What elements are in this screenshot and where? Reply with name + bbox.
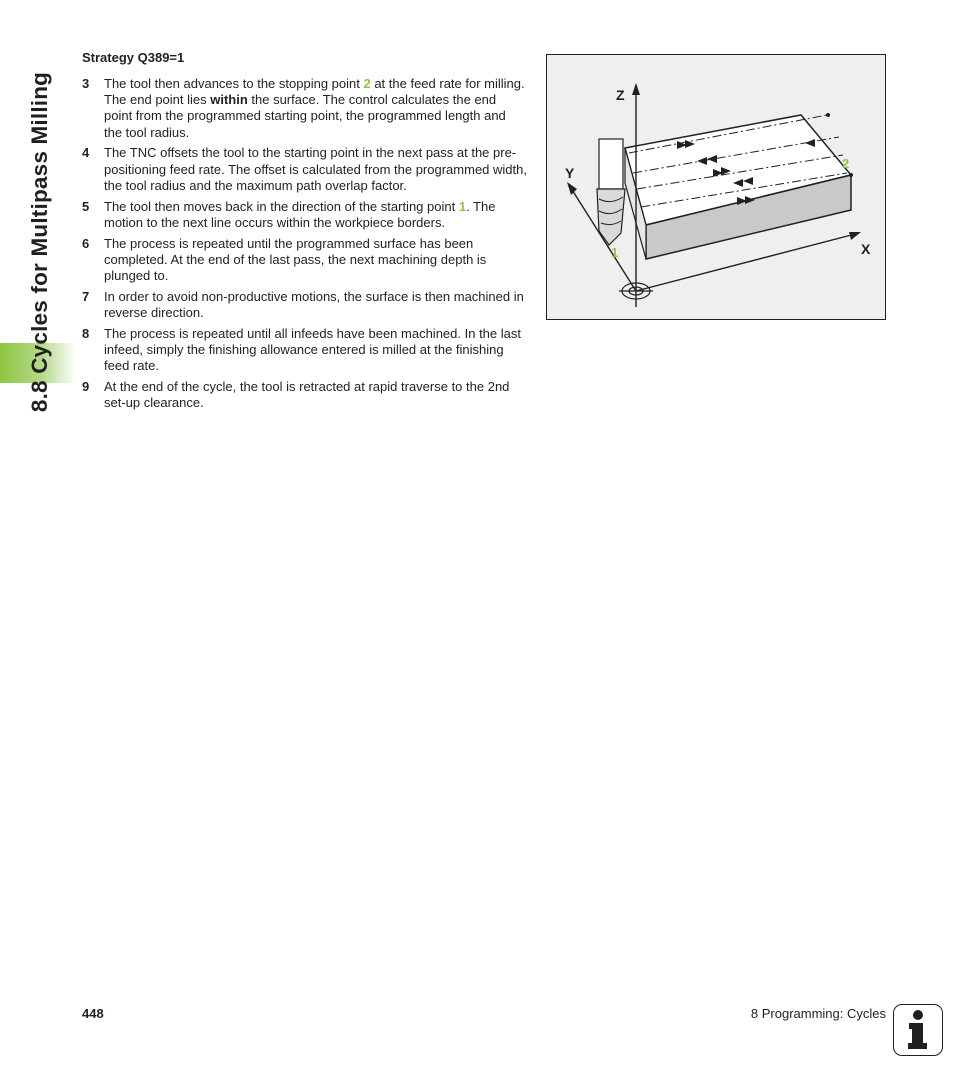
- step-number: 6: [82, 235, 90, 251]
- point-ref: 2: [363, 76, 371, 91]
- x-axis-label: X: [861, 241, 871, 257]
- step-text: The TNC offsets the tool to the starting point in the next pass at the pre-positioning feed rate. The offset is calculated from the programmed width, the tool radius and the maximum path overlap factor.: [104, 145, 527, 193]
- figure-drawing: [547, 55, 887, 321]
- step-4: [82, 145, 527, 194]
- step-number: 4: [82, 145, 90, 161]
- step-number: 5: [82, 198, 90, 214]
- step-text: The tool then moves back in the direction of the starting point: [104, 198, 459, 214]
- milling-cutter-icon: [597, 139, 625, 245]
- step-text: The process is repeated until all infeeds have been machined. In the last infeed, simply the finishing allowance entered is milled at the finishing feed rate.: [104, 325, 521, 374]
- step-6: [82, 236, 527, 285]
- step-number: 8: [82, 325, 90, 341]
- step-text: . The motion to the next line occurs within the workpiece borders.: [104, 198, 496, 230]
- steps-list: [82, 76, 527, 416]
- step-5: [82, 199, 527, 231]
- step-text: At the end of the cycle, the tool is retracted at rapid traverse to the 2nd set-up clearance.: [104, 379, 510, 411]
- step-7: [82, 289, 527, 321]
- running-footer: 8 Programming: Cycles: [750, 1006, 886, 1021]
- chapter-title: 8.8 Cycles for Multipass Milling: [27, 71, 52, 413]
- step-number: 9: [82, 379, 90, 395]
- step-text: The tool then advances to the stopping point: [104, 76, 364, 91]
- info-glyph: [894, 1005, 941, 1054]
- section-heading: Strategy Q389=1: [82, 50, 185, 65]
- step-text: The process is repeated until the programmed surface has been completed. At the end of the last pass, the next machining depth is plunged to.: [104, 235, 487, 284]
- z-axis-arrow: [632, 83, 640, 95]
- x-axis-arrow: [849, 232, 861, 240]
- y-axis-label: Y: [565, 165, 575, 181]
- step-9: [82, 379, 527, 411]
- step-text: the surface. The control calculates the end point from the programmed starting point, the programmed length and the tool radius.: [104, 92, 506, 140]
- step-number: 7: [82, 288, 90, 304]
- z-axis-label: Z: [616, 87, 625, 103]
- step-text: In order to avoid non-productive motions, the surface is then machined in reverse direction.: [104, 288, 524, 321]
- step-number: 3: [82, 76, 90, 91]
- page-number: 448: [82, 1006, 104, 1021]
- milling-strategy-figure: [546, 54, 886, 320]
- y-axis-arrow: [567, 182, 577, 195]
- step-8: [82, 326, 527, 375]
- end-point-dot: [826, 113, 830, 117]
- corner-dot: [849, 173, 853, 177]
- step-3: [82, 76, 527, 141]
- step-text: at the feed rate for milling. The end point lies: [104, 76, 525, 108]
- point-2-label: 2: [842, 156, 850, 171]
- info-icon: [893, 1004, 943, 1056]
- point-ref: 1: [458, 198, 467, 214]
- point-1-label: 1: [611, 245, 619, 260]
- step-emphasis: within: [210, 92, 248, 108]
